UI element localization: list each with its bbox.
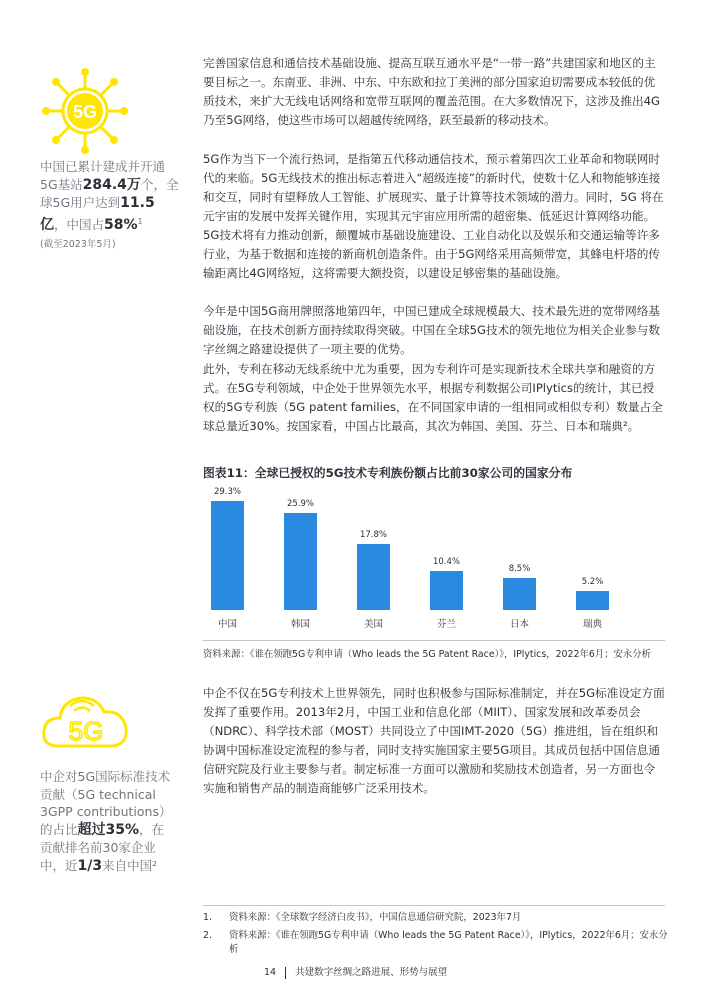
paragraph-infrastructure: 完善国家信息和通信技术基础设施、提高互联互通水平是“一带一路”共建国家和地区的主要目标之一。东南亚、非洲、中东、中东欧和拉丁美洲的部分国家迫切需要成本较低的优质技术，来扩大无线电话网络和宽带互联网的覆盖范围。在大多数情况下，这涉及推出4G乃至5G网络，使这些市场可以超越传统网络，跃至最新的移动技术。	[203, 56, 660, 127]
bar-chart	[203, 486, 665, 636]
stat-text: 中企对5G国际标准技术贡献（5G technical 3GPP contributions）的占比	[40, 769, 172, 837]
category-label: 瑞典	[582, 619, 602, 630]
bar-value-label: 5.2%	[581, 576, 604, 587]
footnote-divider	[203, 905, 665, 906]
footnote-number: 1.	[203, 912, 212, 923]
stat-value-stations: 284.4万	[82, 176, 141, 193]
sidebar-stat-3gpp	[40, 768, 175, 875]
bar-value-label: 10.4%	[432, 557, 460, 568]
stat-text: 中国已累计建成并开通5G基站	[40, 159, 166, 192]
chart-title: 图表11：全球已授权的5G技术专利族份额占比前30家公司的国家分布	[203, 466, 573, 480]
sidebar-stat-5g-stations	[40, 158, 180, 254]
category-label: 日本	[509, 619, 529, 630]
category-label: 韩国	[290, 619, 310, 630]
category-label: 美国	[363, 619, 383, 630]
paragraph-5g-intro: 5G作为当下一个流行热词，是指第五代移动通信技术，预示着第四次工业革命和物联网时代的来临。5G无线技术的推出标志着进入“超级连接”的新时代，使数十亿人和物能够连接和交互，同时有望释放人工智能、扩展现实、量子计算等技术领域的潜力。同时，5G 将在元宇宙的发展中发挥关键作用，实现其元宇宙应用所需的超密集、低延迟计算网络功能。5G技术将有力推动创新，颠覆城市基础设施建设、工业自动化以及娱乐和交通运输等许多行业，为基于数据和连接的新商机创造条件。由于5G网络采用高频带宽，其蜂电杆塔的传输距离比4G网络短，这将需要大额投资，以建设足够密集的基础设施。	[203, 152, 664, 280]
footnote-1	[203, 911, 673, 925]
stat-note: (截至2023年5月)	[40, 239, 116, 251]
footnote-text: 资料来源：《谁在领跑5G专利申请（Who leads the 5G Patent Race）》，IPlytics，2022年6月；安永分析	[229, 930, 668, 955]
stat-text: 个，全球5G用户达到	[40, 176, 179, 210]
circuit-5g-icon	[40, 66, 130, 156]
bar-1	[284, 513, 317, 610]
category-label: 芬兰	[436, 619, 456, 630]
paragraph-standards: 中企不仅在5G专利技术上世界领先，同时也积极参与国际标准制定，并在5G标准设定方面发挥了重要作用。2013年2月，中国工业和信息化部（MIIT）、国家发展和改革委员会（NDRC）、科学技术部（MOST）共同设立了中国IMT-2020（5G）推进组，旨在组织和协调中国标准设定流程的参与者，同时支持实施国家主要5G项目。其成员包括中国信息通信研究院及行业主要参与者。制定标准一方面可以激励和奖励技术创造者，另一方面也令实施和销售产品的制造商能够广泛采用技术。	[203, 686, 665, 795]
bar-2	[357, 544, 390, 610]
stat-text: ，在贡献排名前30家企业中，近	[40, 821, 165, 873]
category-label: 中国	[217, 619, 237, 630]
bar-value-label: 17.8%	[359, 529, 387, 540]
chart-source: 资料来源：《谁在领跑5G专利申请（Who leads the 5G Patent Race）》，IPlytics，2022年6月；安永分析	[203, 649, 652, 660]
bar-0	[211, 501, 244, 610]
bar-3	[430, 571, 463, 610]
stat-text: 来自中国²	[102, 857, 158, 873]
stat-value-share: 58%	[104, 216, 138, 233]
bar-5	[576, 591, 609, 610]
stat-value-fraction: 1/3	[77, 857, 103, 874]
chart-divider	[203, 640, 665, 641]
svg-text:5G: 5G	[68, 716, 104, 746]
footnote-number: 2.	[203, 930, 212, 941]
page-footer	[264, 964, 447, 979]
page-number: 14	[264, 967, 277, 978]
footnote-ref: 1	[137, 216, 143, 226]
bar-value-label: 29.3%	[213, 486, 241, 497]
bar-value-label: 8.5%	[508, 564, 531, 575]
paragraph-china-5g: 今年是中国5G商用牌照落地第四年，中国已建成全球规模最大、技术最先进的宽带网络基础设施，在技术创新方面持续取得突破。中国在全球5G技术的领先地位为相关企业参与数字丝绸之路建设提供了一项主要的优势。	[203, 304, 660, 356]
paragraph-patents: 此外，专利在移动无线系统中尤为重要，因为专利许可是实现新技术全球共享和融资的方式。在5G专利领域，中企处于世界领先水平，根据专利数据公司IPlytics的统计，其已授权的5G专利族（5G patent families，在不同国家申请的一组相同或相似专利）数量占全球总量近30%。按国家看，中国占比最高，其次为韩国、美国、芬兰、日本和瑞典²。	[203, 362, 663, 433]
footer-separator	[285, 967, 286, 979]
stat-text: ，中国占	[54, 216, 105, 232]
stat-value-contribution: 超过35%	[77, 821, 140, 838]
stat-value-users: 11.5亿	[40, 195, 155, 233]
footnote-2	[203, 929, 673, 957]
footer-title: 共建数字丝绸之路进展、形势与展望	[295, 967, 448, 978]
bar-value-label: 25.9%	[286, 499, 314, 510]
footnote-text: 资料来源：《全球数字经济白皮书》，中国信息通信研究院，2023年7月	[229, 912, 522, 923]
cloud-5g-icon	[36, 684, 136, 764]
svg-text:5G: 5G	[72, 102, 98, 122]
bar-4	[503, 578, 536, 610]
